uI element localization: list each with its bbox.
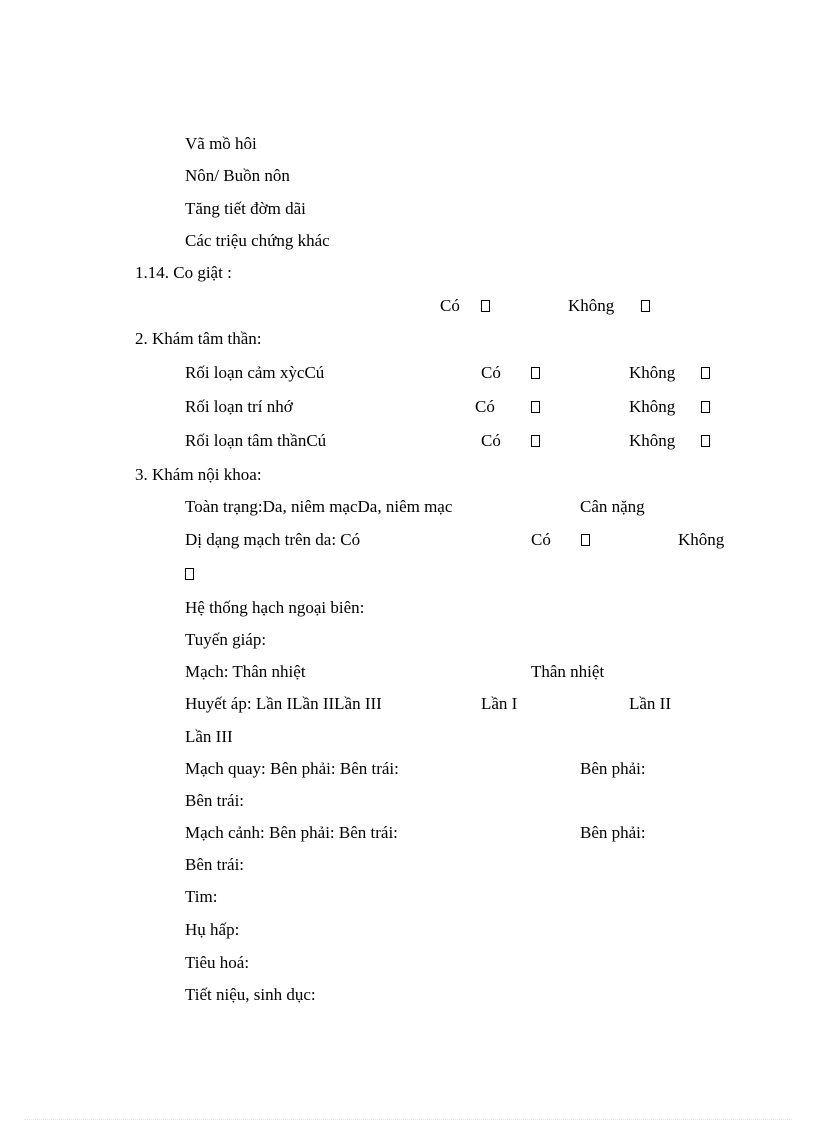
section-internal-heading: 3. Khám nội khoa: <box>135 465 262 484</box>
seizure-no-label: Không <box>568 296 615 315</box>
temperature-label: Thân nhiệt <box>531 662 605 681</box>
seizure-yes-checkbox[interactable] <box>481 296 490 316</box>
checkbox-icon <box>531 435 540 447</box>
vascular-malformation-no-checkbox[interactable] <box>185 564 194 584</box>
memory-disorder-no-checkbox[interactable] <box>701 397 710 417</box>
memory-disorder-yes-label: Có <box>475 397 495 416</box>
checkbox-icon <box>701 367 710 379</box>
thyroid-label: Tuyến giáp: <box>185 630 267 649</box>
checkbox-icon <box>481 300 490 312</box>
vascular-malformation-label: Dị dạng mạch trên da: Có <box>185 530 361 549</box>
bp-second-label: Lần II <box>629 694 672 713</box>
symptom-sweating: Vã mồ hôi <box>185 134 257 153</box>
psychiatric-disorder-yes-label: Có <box>481 431 501 450</box>
bp-third-label: Lần III <box>185 727 233 746</box>
general-condition-label: Toàn trạng:Da, niêm mạcDa, niêm mạc <box>185 497 453 516</box>
checkbox-icon <box>641 300 650 312</box>
radial-pulse-left-label: Bên trái: <box>185 791 245 810</box>
carotid-pulse-right-label: Bên phải: <box>580 823 646 842</box>
seizure-no-checkbox[interactable] <box>641 296 650 316</box>
memory-disorder-yes-checkbox[interactable] <box>531 397 540 417</box>
checkbox-icon <box>531 401 540 413</box>
symptom-other: Các triệu chứng khác <box>185 231 330 250</box>
section-mental-heading: 2. Khám tâm thần: <box>135 329 262 348</box>
radial-pulse-label: Mạch quay: Bên phải: Bên trái: <box>185 759 399 778</box>
seizure-yes-label: Có <box>440 296 460 315</box>
psychiatric-disorder-label: Rối loạn tâm thầnCú <box>185 431 327 450</box>
carotid-pulse-left-label: Bên trái: <box>185 855 245 874</box>
emotion-disorder-yes-label: Có <box>481 363 501 382</box>
pulse-temperature-label: Mạch: Thân nhiệt <box>185 662 306 681</box>
emotion-disorder-no-label: Không <box>629 363 676 382</box>
checkbox-icon <box>581 534 590 546</box>
emotion-disorder-no-checkbox[interactable] <box>701 363 710 383</box>
vascular-malformation-yes-checkbox[interactable] <box>581 530 590 550</box>
symptom-nausea: Nôn/ Buồn nôn <box>185 166 290 185</box>
heart-label: Tim: <box>185 887 218 906</box>
blood-pressure-label: Huyết áp: Lần ILần IILần III <box>185 694 382 713</box>
vascular-malformation-yes-label: Có <box>531 530 551 549</box>
weight-label: Cân nặng <box>580 497 645 516</box>
checkbox-icon <box>185 568 194 580</box>
respiratory-label: Hụ hấp: <box>185 920 240 939</box>
radial-pulse-right-label: Bên phải: <box>580 759 646 778</box>
urogenital-label: Tiết niệu, sinh dục: <box>185 985 316 1004</box>
memory-disorder-label: Rối loạn trí nhớ <box>185 397 293 416</box>
psychiatric-disorder-no-label: Không <box>629 431 676 450</box>
emotion-disorder-label: Rối loạn cảm xỳcCú <box>185 363 325 382</box>
checkbox-icon <box>531 367 540 379</box>
digestive-label: Tiêu hoá: <box>185 953 250 972</box>
psychiatric-disorder-no-checkbox[interactable] <box>701 431 710 451</box>
emotion-disorder-yes-checkbox[interactable] <box>531 363 540 383</box>
carotid-pulse-label: Mạch cảnh: Bên phải: Bên trái: <box>185 823 398 842</box>
section-seizure-heading: 1.14. Co giật : <box>135 263 232 282</box>
bp-first-label: Lần I <box>481 694 518 713</box>
psychiatric-disorder-yes-checkbox[interactable] <box>531 431 540 451</box>
checkbox-icon <box>701 401 710 413</box>
lymph-nodes-label: Hệ thống hạch ngoại biên: <box>185 598 365 617</box>
page-bottom-divider <box>24 1119 792 1120</box>
symptom-sputum: Tăng tiết đờm dãi <box>185 199 306 218</box>
memory-disorder-no-label: Không <box>629 397 676 416</box>
vascular-malformation-no-label: Không <box>678 530 725 549</box>
checkbox-icon <box>701 435 710 447</box>
